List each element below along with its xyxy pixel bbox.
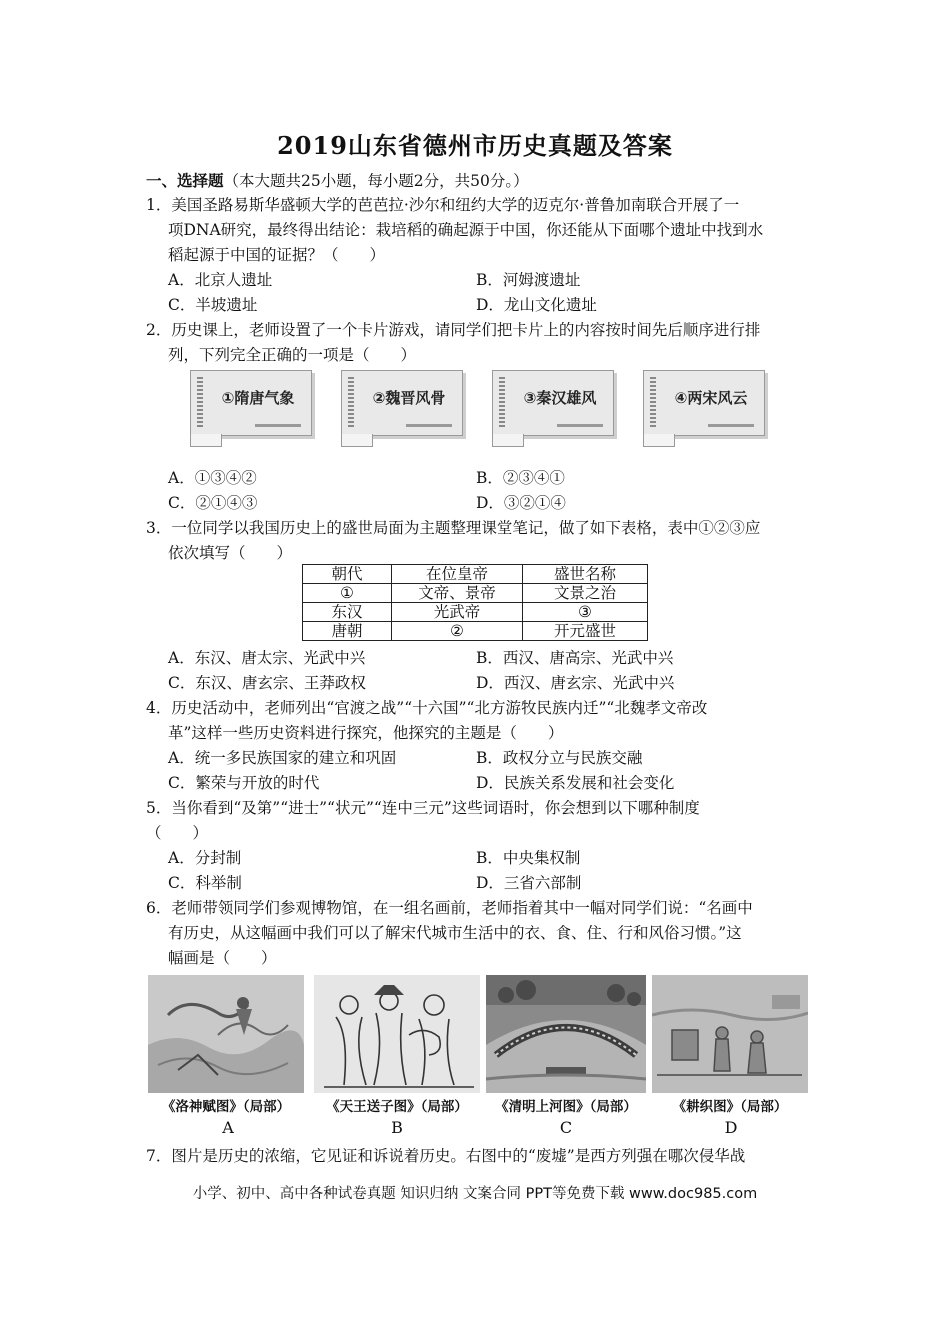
card-4-label: ④两宋风云 xyxy=(674,389,748,407)
letter-a: A xyxy=(222,1118,234,1137)
q1-option-b: B．河姆渡遗址 xyxy=(476,271,581,289)
card-1-label: ①隋唐气象 xyxy=(221,389,295,407)
q2-option-d: D．③②①④ xyxy=(476,494,566,512)
q5-option-c: C．科举制 xyxy=(168,874,242,892)
caption-d: 《耕织图》（局部） xyxy=(672,1099,788,1115)
q4-line-1: 4．历史活动中，老师列出“官渡之战”“十六国”“北方游牧民族内迁”“北魏孝文帝改 xyxy=(146,699,708,717)
q2-option-b: B．②③④① xyxy=(476,469,565,487)
q1-option-d: D．龙山文化遗址 xyxy=(476,296,597,314)
card-2-label: ②魏晋风骨 xyxy=(372,389,446,407)
q6-line-1: 6．老师带领同学们参观博物馆，在一组名画前，老师指着其中一幅对同学们说：“名画中 xyxy=(146,899,753,917)
q2-line-1: 2．历史课上，老师设置了一个卡片游戏，请同学们把卡片上的内容按时间先后顺序进行排 xyxy=(146,321,761,339)
painting-tianwang xyxy=(314,975,480,1093)
caption-c: 《清明上河图》（局部） xyxy=(495,1099,637,1115)
table-cell: 在位皇帝 xyxy=(392,565,523,584)
q5-line-2: （ ） xyxy=(146,824,209,842)
table-row xyxy=(303,565,648,584)
letter-d: D xyxy=(724,1118,738,1137)
table-cell: ① xyxy=(303,584,392,603)
q2-line-2: 列，下列完全正确的一项是（ ） xyxy=(168,346,417,364)
q1-line-2: 项DNA研究，最终得出结论：栽培稻的确起源于中国，你还能从下面哪个遗址中找到水 xyxy=(168,221,764,239)
painting-qingming xyxy=(486,975,646,1093)
card-4 xyxy=(643,370,765,436)
q6-line-3: 幅画是（ ） xyxy=(168,949,277,967)
table-cell: 盛世名称 xyxy=(523,565,648,584)
q1-line-1: 1．美国圣路易斯华盛顿大学的芭芭拉·沙尔和纽约大学的迈克尔·普鲁加南联合开展了一 xyxy=(146,196,740,214)
q3-option-a: A．东汉、唐太宗、光武中兴 xyxy=(168,649,366,667)
q1-option-c: C．半坡遗址 xyxy=(168,296,258,314)
q5-line-1: 5．当你看到“及第”“进士”“状元”“连中三元”这些词语时，你会想到以下哪种制度 xyxy=(146,799,700,817)
painting-luoshen xyxy=(148,975,304,1093)
card-2 xyxy=(341,370,463,436)
section-heading xyxy=(146,168,529,194)
table-row xyxy=(303,603,648,622)
q3-option-c: C．东汉、唐玄宗、王莽政权 xyxy=(168,674,366,692)
q5-option-a: A．分封制 xyxy=(168,849,242,867)
q4-line-2: 革”这样一些历史资料进行探究，他探究的主题是（ ） xyxy=(168,724,564,742)
q6-line-2: 有历史，从这幅画中我们可以了解宋代城市生活中的衣、食、住、行和风俗习惯。”这 xyxy=(168,924,742,942)
footer-text: 小学、初中、高中各种试卷真题 知识归纳 文案合同 PPT等免费下载 www.doc985.com xyxy=(192,1186,758,1202)
q5-option-b: B．中央集权制 xyxy=(476,849,581,867)
table-cell: 唐朝 xyxy=(303,622,392,641)
caption-b: 《天王送子图》（局部） xyxy=(326,1099,468,1115)
q4-option-d: D．民族关系发展和社会变化 xyxy=(476,774,675,792)
q1-option-a: A．北京人遗址 xyxy=(168,271,273,289)
letter-c: C xyxy=(559,1118,573,1137)
q3-option-d: D．西汉、唐玄宗、光武中兴 xyxy=(476,674,675,692)
q5-option-d: D．三省六部制 xyxy=(476,874,582,892)
table-cell: ② xyxy=(392,622,523,641)
q2-option-c: C．②①④③ xyxy=(168,494,258,512)
dynasty-table xyxy=(302,564,648,641)
q7-line-1: 7．图片是历史的浓缩，它见证和诉说着历史。右图中的“废墟”是西方列强在哪次侵华战 xyxy=(146,1147,746,1165)
section-label: 一、选择题 xyxy=(146,171,224,190)
table-row xyxy=(303,622,648,641)
table-cell: 东汉 xyxy=(303,603,392,622)
letter-b: B xyxy=(391,1118,403,1137)
table-cell: 开元盛世 xyxy=(523,622,648,641)
caption-a: 《洛神赋图》（局部） xyxy=(161,1099,291,1115)
table-cell: 文景之治 xyxy=(523,584,648,603)
painting-gengzhi xyxy=(652,975,808,1093)
q4-option-c: C．繁荣与开放的时代 xyxy=(168,774,320,792)
card-3 xyxy=(492,370,614,436)
q1-line-3: 稻起源于中国的证据？（ ） xyxy=(168,246,386,264)
table-row xyxy=(303,584,648,603)
card-3-label: ③秦汉雄风 xyxy=(523,389,597,407)
table-cell: 文帝、景帝 xyxy=(392,584,523,603)
page-title: 2019山东省德州市历史真题及答案 xyxy=(277,131,673,160)
q4-option-a: A．统一多民族国家的建立和巩固 xyxy=(168,749,397,767)
table-cell: 朝代 xyxy=(303,565,392,584)
q4-option-b: B．政权分立与民族交融 xyxy=(476,749,643,767)
card-1 xyxy=(190,370,312,436)
q3-line-1: 3．一位同学以我国历史上的盛世局面为主题整理课堂笔记，做了如下表格，表中①②③应 xyxy=(146,519,761,537)
section-desc: （本大题共25小题，每小题2分，共50分。） xyxy=(223,172,529,190)
table-cell: ③ xyxy=(523,603,648,622)
table-cell: 光武帝 xyxy=(392,603,523,622)
q2-option-a: A．①③④② xyxy=(168,469,257,487)
q3-option-b: B．西汉、唐高宗、光武中兴 xyxy=(476,649,674,667)
q3-line-2: 依次填写（ ） xyxy=(168,544,293,562)
